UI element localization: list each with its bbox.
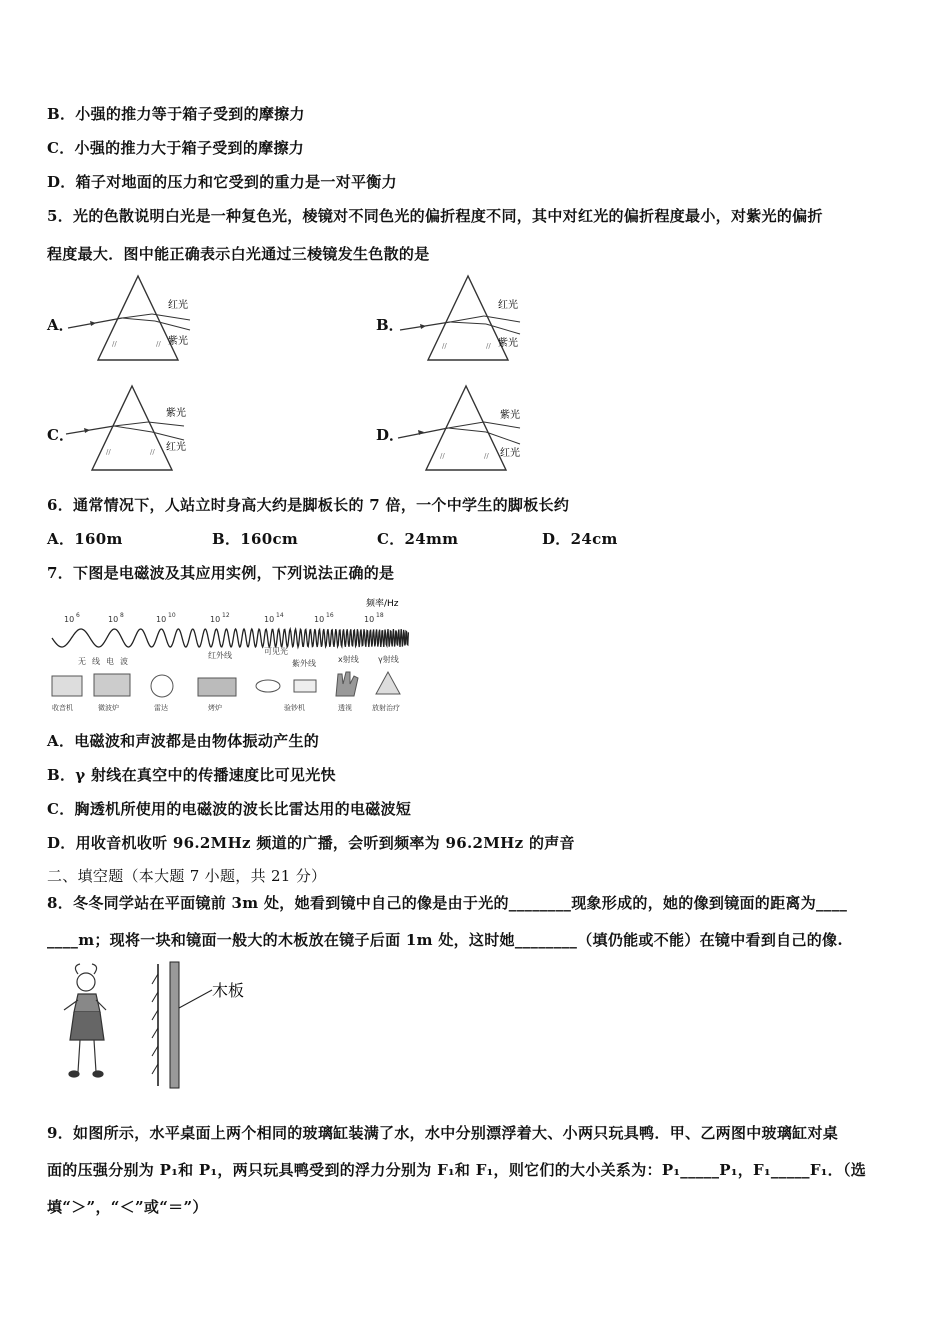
radio-icon [52,676,82,696]
q4-option-d: D．箱子对地面的压力和它受到的重力是一对平衡力 [47,173,397,191]
svg-text://: // [156,340,161,348]
eye-icon [256,680,280,692]
app-microwave: 微波炉 [98,704,119,712]
mirror-board-figure [50,960,270,1092]
prism-figure-a [60,272,200,364]
exp-10: 10 [168,612,176,619]
prism-figure-d [392,382,532,474]
prism-figure-c [60,382,200,474]
em-spectrum-figure [48,592,418,718]
svg-text://: // [486,342,491,350]
q7-option-c: C．胸透机所使用的电磁波的波长比雷达用的电磁波短 [47,800,412,818]
svg-text:10: 10 [314,615,325,624]
svg-text:10: 10 [210,615,221,624]
app-radar: 雷达 [154,704,168,712]
band-xray: x射线 [338,655,359,664]
em-wave-curve [52,629,408,647]
app-radiotherapy: 放射治疗 [372,704,400,712]
q6-option-c: C．24mm [377,530,459,548]
svg-text:10: 10 [156,615,167,624]
q5-stem-line2: 程度最大．图中能正确表示白光通过三棱镜发生色散的是 [47,245,430,263]
prism-b-violet-label: 紫光 [498,338,518,349]
q9-stem-line1: 9．如图所示，水平桌面上两个相同的玻璃缸装满了水，水中分别漂浮着大、小两只玩具鸭．甲、乙两图中玻璃缸对桌 [47,1124,839,1142]
girl-figure [64,964,106,1077]
wood-board [170,962,179,1088]
svg-text:10: 10 [64,615,75,624]
svg-text:10: 10 [364,615,375,624]
exp-8: 8 [120,612,124,619]
svg-text://: // [112,340,117,348]
q5-label-a: A． [47,316,74,334]
section-2-heading: 二、填空题（本大题 7 小题，共 21 分） [47,867,327,885]
radiation-icon [376,672,400,694]
q6-option-a: A．160m [47,530,123,548]
svg-text://: // [150,448,155,456]
q7-option-d: D．用收音机收听 96.2MHz 频道的广播，会听到频率为 96.2MHz 的声音 [47,834,575,852]
prism-b-red-label: 红光 [498,300,518,311]
band-uv: 紫外线 [292,659,316,668]
svg-text:10: 10 [108,615,119,624]
prism-figure-b [392,272,532,364]
exp-16: 16 [326,612,334,619]
q4-option-c: C．小强的推力大于箱子受到的摩擦力 [47,139,305,157]
band-radio: 无线电波 [78,657,134,666]
oven-icon [198,678,236,696]
app-xray: 透视 [338,704,352,712]
q9-stem-line2: 面的压强分别为 P₁和 P₁，两只玩具鸭受到的浮力分别为 F₁和 F₁，则它们的大小关系为：P₁_____P₁，F₁_____F₁．（选 [47,1161,867,1179]
xray-hand-icon [336,672,358,696]
q5-label-d: D． [376,426,405,444]
board-label: 木板 [212,981,245,1000]
exp-6: 6 [76,612,80,619]
microwave-icon [94,674,130,696]
q7-stem: 7．下图是电磁波及其应用实例，下列说法正确的是 [47,564,395,582]
q7-option-b: B．γ 射线在真空中的传播速度比可见光快 [47,766,336,784]
app-money-detector: 验钞机 [284,704,305,712]
prism-d-red-label: 红光 [500,448,520,459]
prism-a-red-label: 红光 [168,300,188,311]
app-oven: 烤炉 [208,704,222,712]
app-radio: 收音机 [52,704,73,712]
prism-a-violet-label: 紫光 [168,336,188,347]
exp-14: 14 [276,612,284,619]
q5-stem-line1: 5．光的色散说明白光是一种复色光，棱镜对不同色光的偏折程度不同，其中对红光的偏折程度最小，对紫光的偏折 [47,207,823,225]
exp-12: 12 [222,612,230,619]
q6-stem: 6．通常情况下，人站立时身高大约是脚板长的 7 倍，一个中学生的脚板长约 [47,496,570,514]
svg-text:10: 10 [264,615,275,624]
q6-option-d: D．24cm [542,530,618,548]
q5-label-c: C． [47,426,74,444]
exp-18: 18 [376,612,384,619]
q7-option-a: A．电磁波和声波都是由物体振动产生的 [47,732,320,750]
prism-d-violet-label: 紫光 [500,410,520,421]
q8-stem-line2: ____m；现将一块和镜面一般大的木板放在镜子后面 1m 处，这时她________（填仍能或不能）在镜中看到自己的像. [47,931,843,949]
radar-icon [151,675,173,697]
spectrum-frequency-label: 频率/Hz [366,599,399,609]
svg-text://: // [106,448,111,456]
svg-text://: // [484,452,489,460]
band-infrared: 红外线 [208,651,232,660]
q6-option-b: B．160cm [212,530,299,548]
money-detector-icon [294,680,316,692]
q4-option-b: B．小强的推力等于箱子受到的摩擦力 [47,105,305,123]
band-gamma: γ射线 [378,655,399,664]
q9-stem-line3: 填“＞”，“＜”或“＝”） [47,1198,208,1216]
svg-text://: // [442,342,447,350]
q8-stem-line1: 8．冬冬同学站在平面镜前 3m 处，她看到镜中自己的像是由于光的________现象形成的，她的像到镜面的距离为____ [47,894,848,912]
q5-label-b: B． [376,316,404,334]
prism-c-red-label: 红光 [166,442,186,453]
prism-c-violet-label: 紫光 [166,408,186,419]
svg-text://: // [440,452,445,460]
band-visible: 可见光 [264,647,288,656]
